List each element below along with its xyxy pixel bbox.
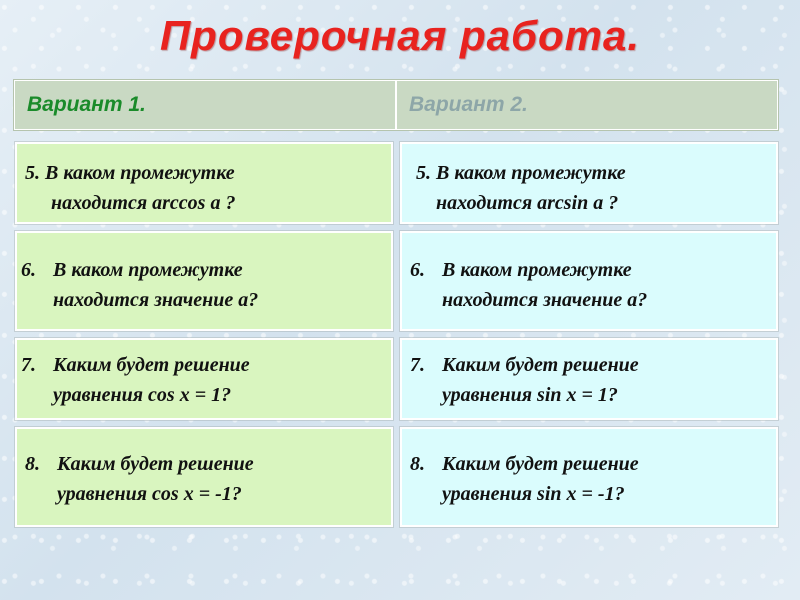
question-line-1: Каким будет решение <box>53 354 250 376</box>
variant-2-label: Вариант 2. <box>409 93 528 116</box>
question-line-2: уравнения cos x = 1? <box>53 384 232 406</box>
question-box-v1-8 <box>15 427 393 527</box>
variants-header <box>14 80 778 130</box>
question-line-2: уравнения sin x = 1? <box>442 384 618 406</box>
question-box-v2-6 <box>400 231 778 331</box>
question-line-1: В каком промежутке <box>45 162 235 184</box>
question-line-1: Каким будет решение <box>442 453 639 475</box>
question-box-v1-7 <box>15 338 393 420</box>
question-number: 6. <box>410 259 425 281</box>
question-number: 6. <box>21 259 36 281</box>
question-line-2: находится arccos a ? <box>51 192 236 214</box>
question-line-2: находится значение а? <box>53 289 259 311</box>
question-line-1: Каким будет решение <box>57 453 254 475</box>
question-number: 7. <box>410 354 425 376</box>
question-number: 8. <box>25 453 40 475</box>
question-box-v1-5 <box>15 142 393 224</box>
question-box-v2-7 <box>400 338 778 420</box>
question-line-1: Каким будет решение <box>442 354 639 376</box>
question-line-2: уравнения sin x = -1? <box>442 483 625 505</box>
question-box-v2-8 <box>400 427 778 527</box>
question-number: 5. <box>25 162 40 184</box>
question-box-v1-6 <box>15 231 393 331</box>
question-line-2: уравнения cos x = -1? <box>57 483 242 505</box>
question-number: 5. <box>416 162 431 184</box>
question-number: 8. <box>410 453 425 475</box>
question-line-2: находится значение а? <box>442 289 648 311</box>
slide-title: Проверочная работа. <box>159 12 641 59</box>
question-box-v2-5 <box>400 142 778 224</box>
question-line-1: В каком промежутке <box>442 259 632 281</box>
question-line-1: В каком промежутке <box>436 162 626 184</box>
question-line-1: В каком промежутке <box>53 259 243 281</box>
question-line-2: находится arcsin a ? <box>436 192 619 214</box>
question-number: 7. <box>21 354 36 376</box>
variant-1-label: Вариант 1. <box>15 81 397 129</box>
